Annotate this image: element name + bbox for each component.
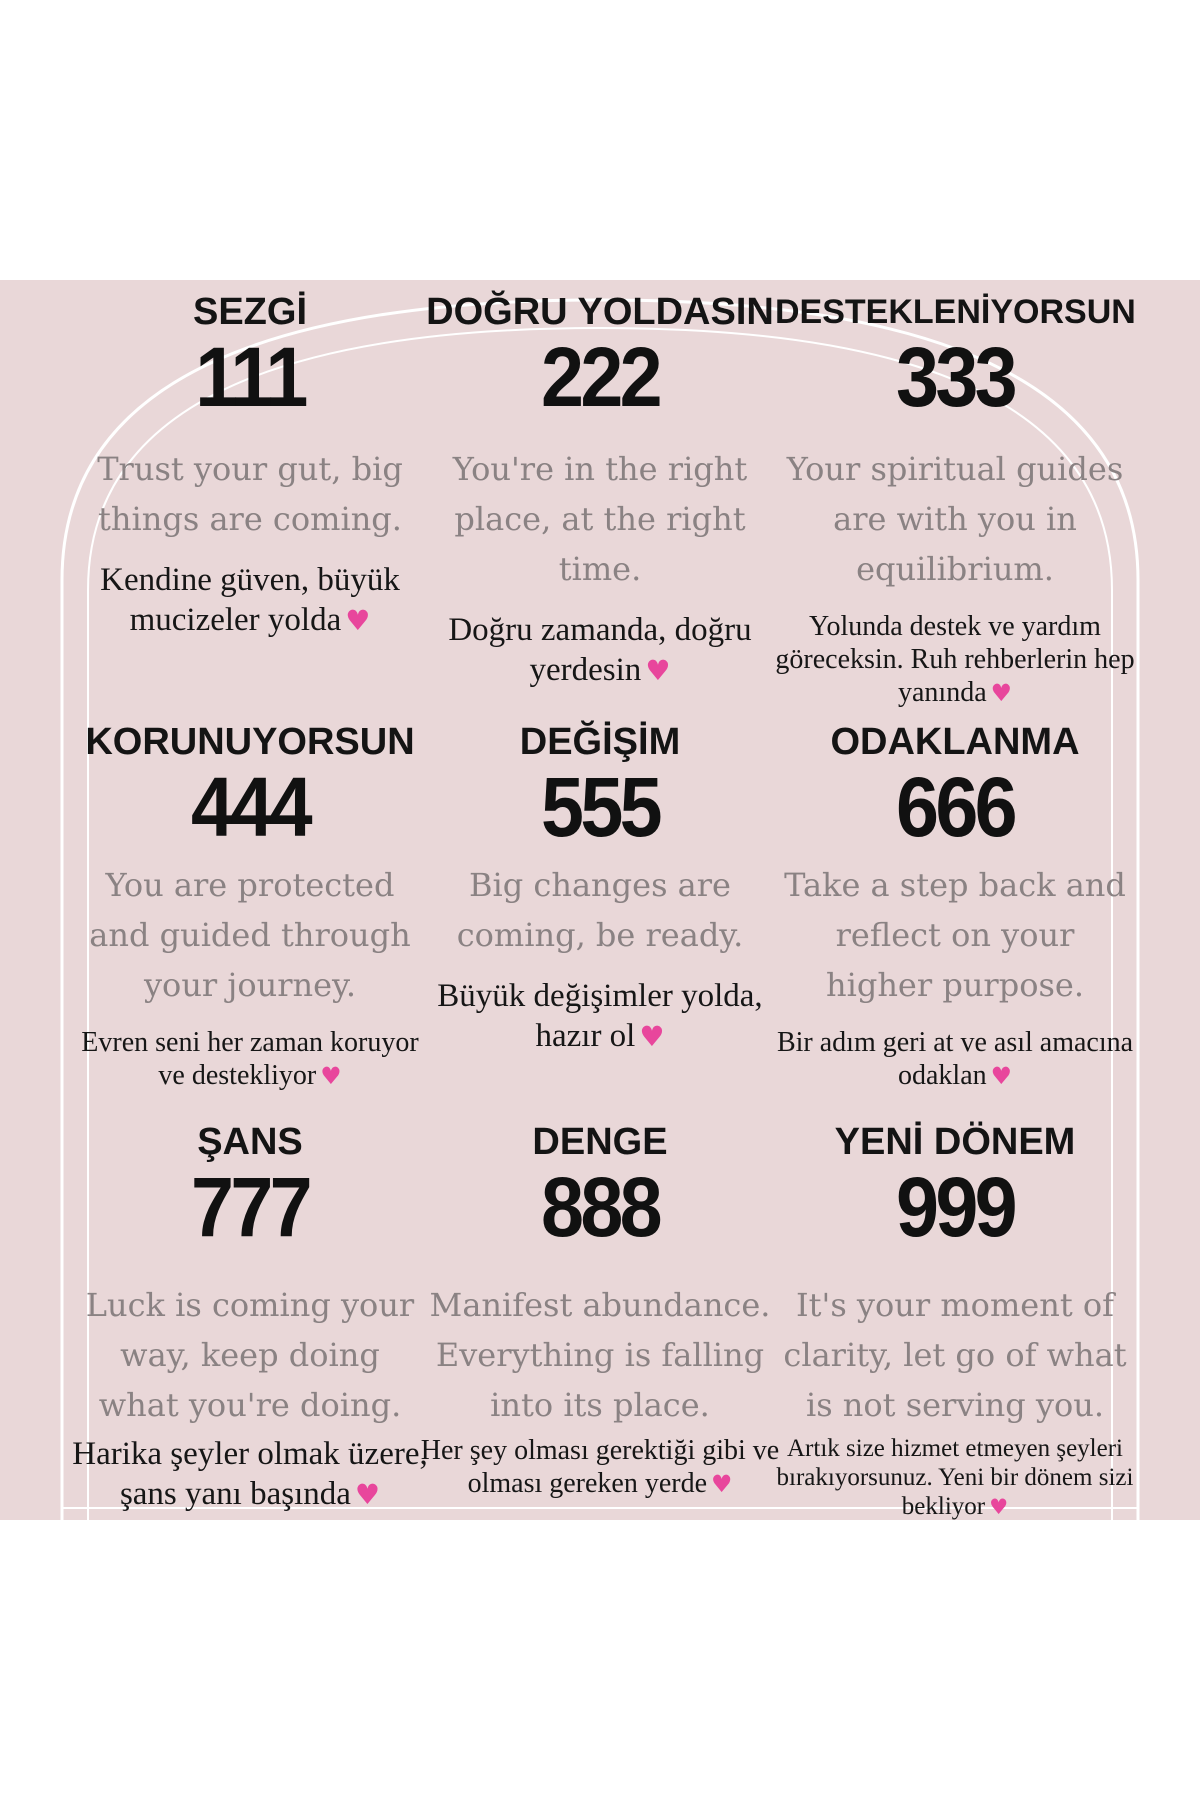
turkish-meaning: Bir adım geri at ve asıl amacına odaklan ♥ — [776, 1027, 1134, 1091]
card-title: YENİ DÖNEM — [834, 1121, 1076, 1163]
turkish-meaning: Büyük değişimler yolda, hazır ol ♥ — [420, 976, 780, 1057]
pink-heart-icon: ♥ — [989, 1495, 1009, 1520]
pink-heart-icon: ♥ — [320, 1062, 342, 1090]
turkish-meaning: Artık size hizmet etmeyen şeyleri bırakıyorsunuz. Yeni bir dönem sizi bekliyor ♥ — [776, 1435, 1134, 1520]
card-title: KORUNUYORSUN — [85, 721, 415, 763]
pink-heart-icon: ♥ — [711, 1470, 733, 1498]
turkish-meaning: Harika şeyler olmak üzere, şans yanı başında ♥ — [70, 1434, 430, 1515]
angel-number: 111 — [195, 330, 305, 424]
english-meaning: Your spiritual guides are with you in equilibrium. — [786, 450, 1124, 588]
angel-number-card-444 — [70, 720, 430, 1093]
angel-number-card-666 — [775, 720, 1135, 1093]
turkish-meaning: Her şey olması gerektiği gibi ve olması gereken yerde ♥ — [420, 1435, 780, 1499]
card-title: ODAKLANMA — [830, 721, 1080, 763]
angel-number-card-777 — [70, 1120, 430, 1515]
angel-numbers-card — [0, 280, 1200, 1520]
angel-number-card-999 — [775, 1120, 1135, 1520]
angel-number: 333 — [896, 330, 1014, 424]
turkish-meaning: Evren seni her zaman koruyor ve destekliyor ♥ — [81, 1027, 419, 1091]
pink-heart-icon: ♥ — [645, 654, 671, 687]
english-meaning: Luck is coming your way, keep doing what you're doing. — [85, 1286, 415, 1424]
english-meaning: Manifest abundance. Everything is falling into its place. — [429, 1286, 771, 1424]
angel-number: 444 — [191, 760, 309, 854]
card-title: SEZGİ — [192, 291, 308, 333]
angel-number-card-555 — [420, 720, 780, 1057]
pink-heart-icon: ♥ — [345, 604, 371, 637]
english-meaning: It's your moment of clarity, let go of what is not serving you. — [783, 1286, 1127, 1424]
angel-number: 999 — [896, 1160, 1014, 1254]
pink-heart-icon: ♥ — [639, 1020, 665, 1053]
card-title: DEĞİŞİM — [519, 721, 681, 763]
english-meaning: Trust your gut, big things are coming. — [97, 450, 403, 538]
pink-heart-icon: ♥ — [990, 1062, 1012, 1090]
angel-number: 222 — [541, 330, 659, 424]
angel-number-card-888 — [420, 1120, 780, 1501]
english-meaning: Take a step back and reflect on your higher purpose. — [784, 866, 1126, 1004]
angel-number-card-111 — [70, 290, 430, 641]
angel-number-card-333 — [775, 290, 1135, 710]
card-title: DENGE — [532, 1121, 668, 1163]
turkish-meaning: Yolunda destek ve yardım göreceksin. Ruh rehberlerin hep yanında ♥ — [775, 611, 1135, 708]
card-title: ŞANS — [197, 1121, 303, 1163]
english-meaning: You are protected and guided through your journey. — [89, 866, 411, 1004]
angel-number: 666 — [896, 760, 1014, 854]
turkish-meaning: Kendine güven, büyük mucizeler yolda ♥ — [70, 560, 430, 641]
angel-number: 555 — [541, 760, 659, 854]
card-title: DOĞRU YOLDASIN — [426, 291, 774, 333]
pink-heart-icon: ♥ — [990, 679, 1012, 707]
turkish-meaning: Doğru zamanda, doğru yerdesin ♥ — [420, 610, 780, 691]
angel-number-card-222 — [420, 290, 780, 691]
english-meaning: Big changes are coming, be ready. — [456, 866, 744, 954]
english-meaning: You're in the right place, at the right time. — [452, 450, 748, 588]
card-title: DESTEKLENİYORSUN — [775, 293, 1136, 331]
pink-heart-icon: ♥ — [354, 1478, 381, 1511]
angel-number: 888 — [541, 1160, 659, 1254]
angel-number: 777 — [191, 1160, 309, 1254]
